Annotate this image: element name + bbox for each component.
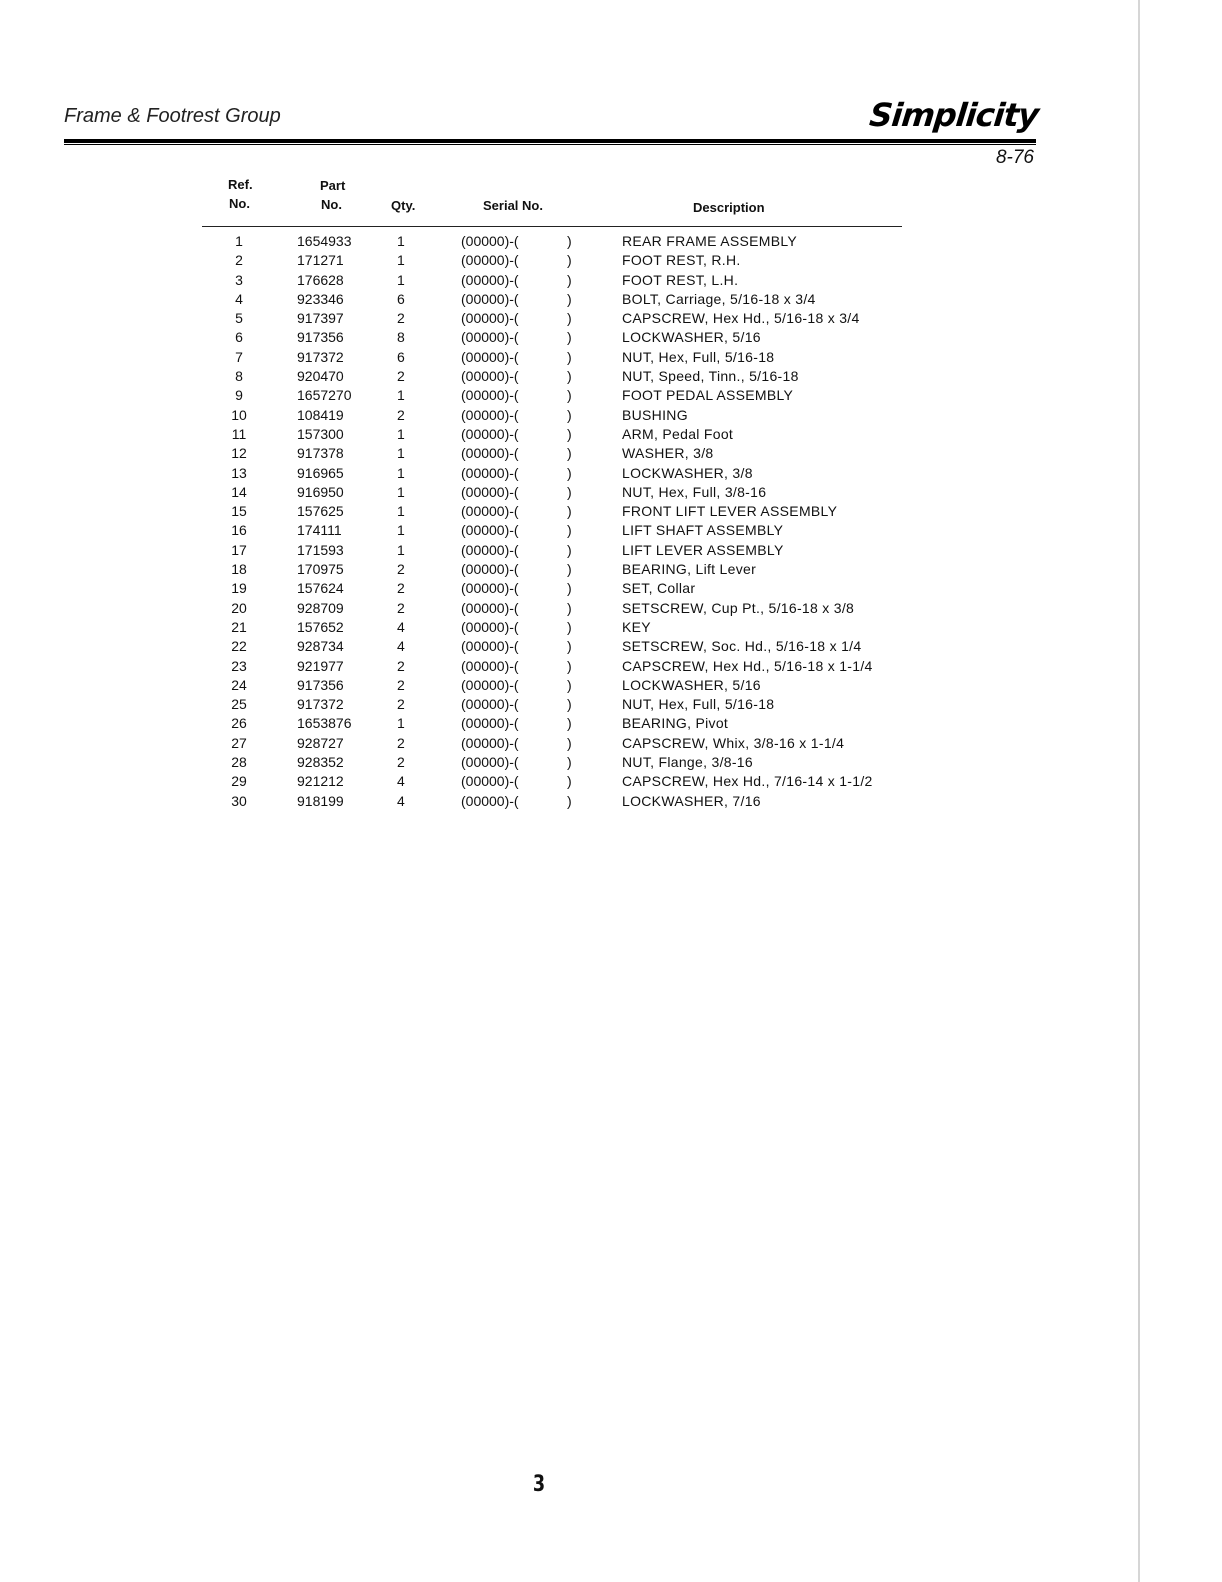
qty-cell: 1 [397,503,405,520]
table-row [0,271,1222,290]
part-no-cell: 916950 [297,483,344,500]
ref-no-cell: 13 [231,464,247,481]
description-cell: LIFT SHAFT ASSEMBLY [622,522,784,539]
part-no-cell: 157624 [297,580,344,597]
serial-no-end-cell: ) [567,522,572,539]
serial-no-cell: (00000)-( [461,464,519,481]
description-cell: BEARING, Lift Lever [622,561,757,578]
description-cell: CAPSCREW, Hex Hd., 5/16-18 x 3/4 [622,310,860,327]
serial-no-cell: (00000)-( [461,541,519,558]
serial-no-end-cell: ) [567,599,572,616]
serial-no-end-cell: ) [567,483,572,500]
serial-no-cell: (00000)-( [461,773,519,790]
header-part-line1: Part [320,178,346,193]
serial-no-end-cell: ) [567,464,572,481]
serial-no-end-cell: ) [567,541,572,558]
header-ref-line2: No. [229,196,250,211]
description-cell: LOCKWASHER, 5/16 [622,329,761,346]
description-cell: LOCKWASHER, 3/8 [622,464,753,481]
ref-no-cell: 25 [231,696,247,713]
qty-cell: 2 [397,676,405,693]
ref-no-cell: 18 [231,561,247,578]
description-cell: LOCKWASHER, 5/16 [622,676,761,693]
table-row [0,599,1222,618]
serial-no-end-cell: ) [567,233,572,249]
header-serial: Serial No. [483,198,543,213]
serial-no-cell: (00000)-( [461,445,519,462]
description-cell: BOLT, Carriage, 5/16-18 x 3/4 [622,290,816,307]
description-cell: ARM, Pedal Foot [622,425,734,442]
serial-no-end-cell: ) [567,773,572,790]
table-row [0,792,1222,811]
part-no-cell: 1654933 [297,233,352,249]
header-rule [64,139,1036,143]
description-cell: NUT, Hex, Full, 3/8-16 [622,483,767,500]
serial-no-end-cell: ) [567,445,572,462]
serial-no-cell: (00000)-( [461,522,519,539]
serial-no-end-cell: ) [567,734,572,751]
serial-no-cell: (00000)-( [461,252,519,269]
serial-no-cell: (00000)-( [461,754,519,771]
serial-no-cell: (00000)-( [461,233,519,249]
ref-no-cell: 7 [235,348,243,365]
serial-no-end-cell: ) [567,792,572,809]
serial-no-cell: (00000)-( [461,657,519,674]
serial-no-cell: (00000)-( [461,329,519,346]
part-no-cell: 174111 [297,522,342,539]
ref-no-cell: 4 [235,290,243,307]
serial-no-end-cell: ) [567,715,572,732]
table-row [0,406,1222,425]
qty-cell: 1 [397,233,405,249]
qty-cell: 4 [397,618,405,635]
serial-no-end-cell: ) [567,618,572,635]
ref-no-cell: 26 [231,715,247,732]
qty-cell: 2 [397,696,405,713]
table-row [0,676,1222,695]
part-no-cell: 170975 [297,561,344,578]
ref-no-cell: 11 [231,425,247,442]
ref-no-cell: 14 [231,483,247,500]
qty-cell: 2 [397,368,405,385]
page-number: 3 [532,1472,546,1497]
part-no-cell: 1657270 [297,387,352,404]
brand-logo: Simplicity [867,96,1040,134]
table-row [0,521,1222,540]
serial-no-cell: (00000)-( [461,290,519,307]
qty-cell: 6 [397,290,405,307]
part-no-cell: 171593 [297,541,344,558]
ref-no-cell: 5 [235,310,243,327]
description-cell: FOOT PEDAL ASSEMBLY [622,387,794,404]
serial-no-end-cell: ) [567,348,572,365]
qty-cell: 2 [397,406,405,423]
part-no-cell: 921977 [297,657,344,674]
serial-no-cell: (00000)-( [461,792,519,809]
description-cell: NUT, Speed, Tinn., 5/16-18 [622,368,799,385]
part-no-cell: 157300 [297,425,344,442]
ref-no-cell: 20 [231,599,247,616]
serial-no-end-cell: ) [567,310,572,327]
qty-cell: 2 [397,657,405,674]
description-cell: NUT, Flange, 3/8-16 [622,754,753,771]
table-row [0,328,1222,347]
qty-cell: 2 [397,734,405,751]
part-no-cell: 920470 [297,368,344,385]
serial-no-cell: (00000)-( [461,618,519,635]
part-no-cell: 917372 [297,348,344,365]
table-row [0,290,1222,309]
description-cell: CAPSCREW, Hex Hd., 5/16-18 x 1-1/4 [622,657,873,674]
serial-no-cell: (00000)-( [461,503,519,520]
serial-no-end-cell: ) [567,368,572,385]
ref-no-cell: 16 [231,522,247,539]
table-row [0,367,1222,386]
ref-no-cell: 24 [231,676,247,693]
description-cell: CAPSCREW, Whix, 3/8-16 x 1-1/4 [622,734,845,751]
table-row [0,232,1222,251]
qty-cell: 4 [397,638,405,655]
ref-no-cell: 28 [231,754,247,771]
header-qty: Qty. [391,198,416,213]
table-row [0,637,1222,656]
serial-no-cell: (00000)-( [461,368,519,385]
qty-cell: 1 [397,271,405,288]
table-row [0,714,1222,733]
serial-no-cell: (00000)-( [461,676,519,693]
section-title: Frame & Footrest Group [64,105,281,127]
table-row [0,502,1222,521]
table-row [0,444,1222,463]
qty-cell: 1 [397,387,405,404]
table-row [0,464,1222,483]
table-row [0,695,1222,714]
description-cell: FRONT LIFT LEVER ASSEMBLY [622,503,838,520]
description-cell: FOOT REST, R.H. [622,252,741,269]
description-cell: BUSHING [622,406,688,423]
ref-no-cell: 3 [235,271,243,288]
part-no-cell: 917356 [297,329,344,346]
header-divider [202,226,902,227]
description-cell: LIFT LEVER ASSEMBLY [622,541,784,558]
serial-no-end-cell: ) [567,425,572,442]
part-no-cell: 917356 [297,676,344,693]
qty-cell: 1 [397,445,405,462]
description-cell: CAPSCREW, Hex Hd., 7/16-14 x 1-1/2 [622,773,873,790]
part-no-cell: 918199 [297,792,344,809]
ref-no-cell: 10 [231,406,247,423]
serial-no-cell: (00000)-( [461,271,519,288]
ref-no-cell: 30 [231,792,247,809]
description-cell: SETSCREW, Cup Pt., 5/16-18 x 3/8 [622,599,855,616]
header-part-line2: No. [321,197,342,212]
table-row [0,483,1222,502]
qty-cell: 1 [397,483,405,500]
part-no-cell: 928352 [297,754,344,771]
serial-no-cell: (00000)-( [461,638,519,655]
part-no-cell: 157625 [297,503,344,520]
qty-cell: 1 [397,541,405,558]
serial-no-end-cell: ) [567,657,572,674]
description-cell: SET, Collar [622,580,696,597]
serial-no-cell: (00000)-( [461,580,519,597]
table-row [0,251,1222,270]
table-row [0,734,1222,753]
ref-no-cell: 1 [235,233,243,249]
part-no-cell: 928734 [297,638,344,655]
table-row [0,657,1222,676]
qty-cell: 2 [397,599,405,616]
header-description: Description [693,200,765,215]
part-no-cell: 923346 [297,290,344,307]
table-row [0,541,1222,560]
serial-no-cell: (00000)-( [461,387,519,404]
serial-no-end-cell: ) [567,329,572,346]
ref-no-cell: 12 [231,445,247,462]
ref-no-cell: 9 [235,387,243,404]
part-no-cell: 921212 [297,773,344,790]
description-cell: BEARING, Pivot [622,715,729,732]
table-row [0,618,1222,637]
header-ref-line1: Ref. [228,177,253,192]
serial-no-end-cell: ) [567,503,572,520]
description-cell: NUT, Hex, Full, 5/16-18 [622,348,775,365]
serial-no-end-cell: ) [567,696,572,713]
ref-no-cell: 2 [235,252,243,269]
qty-cell: 2 [397,754,405,771]
part-no-cell: 108419 [297,406,344,423]
date-code: 8-76 [995,147,1034,168]
qty-cell: 1 [397,715,405,732]
serial-no-end-cell: ) [567,290,572,307]
qty-cell: 4 [397,773,405,790]
ref-no-cell: 29 [231,773,247,790]
qty-cell: 1 [397,522,405,539]
description-cell: KEY [622,618,651,635]
serial-no-cell: (00000)-( [461,715,519,732]
part-no-cell: 928709 [297,599,344,616]
ref-no-cell: 8 [235,368,243,385]
serial-no-cell: (00000)-( [461,425,519,442]
qty-cell: 2 [397,561,405,578]
part-no-cell: 157652 [297,618,344,635]
qty-cell: 4 [397,792,405,809]
ref-no-cell: 27 [231,734,247,751]
part-no-cell: 917397 [297,310,344,327]
table-row [0,579,1222,598]
serial-no-cell: (00000)-( [461,406,519,423]
description-cell: FOOT REST, L.H. [622,271,739,288]
description-cell: SETSCREW, Soc. Hd., 5/16-18 x 1/4 [622,638,862,655]
description-cell: REAR FRAME ASSEMBLY [622,233,798,249]
description-cell: NUT, Hex, Full, 5/16-18 [622,696,775,713]
table-row [0,772,1222,791]
qty-cell: 2 [397,580,405,597]
part-no-cell: 1653876 [297,715,352,732]
serial-no-cell: (00000)-( [461,696,519,713]
serial-no-end-cell: ) [567,252,572,269]
serial-no-end-cell: ) [567,638,572,655]
serial-no-cell: (00000)-( [461,599,519,616]
serial-no-end-cell: ) [567,406,572,423]
ref-no-cell: 6 [235,329,243,346]
table-row [0,753,1222,772]
serial-no-end-cell: ) [567,271,572,288]
table-row [0,348,1222,367]
part-no-cell: 928727 [297,734,344,751]
qty-cell: 8 [397,329,405,346]
ref-no-cell: 15 [231,503,247,520]
ref-no-cell: 17 [231,541,247,558]
serial-no-end-cell: ) [567,561,572,578]
table-row [0,560,1222,579]
serial-no-end-cell: ) [567,580,572,597]
ref-no-cell: 22 [231,638,247,655]
qty-cell: 2 [397,310,405,327]
serial-no-cell: (00000)-( [461,310,519,327]
ref-no-cell: 19 [231,580,247,597]
qty-cell: 6 [397,348,405,365]
serial-no-cell: (00000)-( [461,348,519,365]
header-rule-thin [64,144,1036,145]
table-row [0,309,1222,328]
table-body [0,232,1222,811]
table-row [0,386,1222,405]
qty-cell: 1 [397,464,405,481]
qty-cell: 1 [397,252,405,269]
serial-no-cell: (00000)-( [461,561,519,578]
description-cell: LOCKWASHER, 7/16 [622,792,761,809]
part-no-cell: 916965 [297,464,344,481]
qty-cell: 1 [397,425,405,442]
part-no-cell: 176628 [297,271,344,288]
serial-no-cell: (00000)-( [461,483,519,500]
part-no-cell: 917378 [297,445,344,462]
ref-no-cell: 21 [231,618,247,635]
serial-no-end-cell: ) [567,676,572,693]
serial-no-end-cell: ) [567,387,572,404]
ref-no-cell: 23 [231,657,247,674]
serial-no-cell: (00000)-( [461,734,519,751]
description-cell: WASHER, 3/8 [622,445,714,462]
serial-no-end-cell: ) [567,754,572,771]
part-no-cell: 917372 [297,696,344,713]
table-row [0,425,1222,444]
part-no-cell: 171271 [297,252,344,269]
